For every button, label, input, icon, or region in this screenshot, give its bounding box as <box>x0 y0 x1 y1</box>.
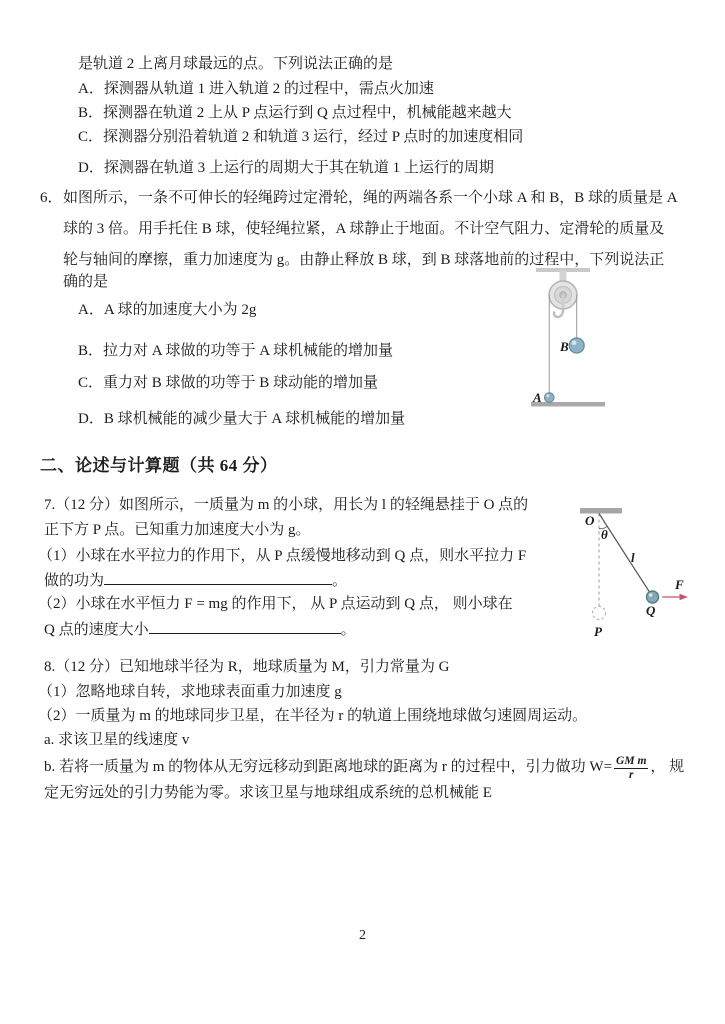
q6-text-line3: 轮与轴间的摩擦，重力加速度为 g。由静止释放 B 球，到 B 球落地前的过程中，下列说法正 <box>63 252 665 268</box>
theta-label: θ <box>601 527 608 542</box>
q6-option-d: D．B 球机械能的减少量大于 A 球机械能的增加量 <box>78 411 406 427</box>
fraction-denominator: r <box>628 769 634 782</box>
q8-part2b-text <box>44 755 684 782</box>
q7-text-line2: 正下方 P 点。已知重力加速度大小为 g。 <box>44 522 311 538</box>
q7-answer-blank-1 <box>104 570 332 585</box>
rope-length-label: l <box>631 550 635 565</box>
q5-option-b: B．探测器在轨道 2 上从 P 点运行到 Q 点过程中，机械能越来越大 <box>78 105 512 121</box>
page-number: 2 <box>359 928 366 943</box>
pendulum-figure <box>572 498 707 643</box>
fraction-numerator: GM m <box>614 755 648 769</box>
gravity-work-fraction <box>614 755 648 782</box>
q7-blank1-prefix: 做的功为 <box>44 573 105 589</box>
ball-at-p-ghost <box>593 607 606 620</box>
q6-option-b: B．拉力对 A 球做的功等于 A 球机械能的增加量 <box>78 343 394 359</box>
ball-q <box>647 591 659 603</box>
q7-answer-blank-2 <box>149 619 341 634</box>
q7-part1-answer-line <box>44 570 347 591</box>
q8-line-b-suffix: ， 规 <box>650 759 685 776</box>
q6-text-line2: 球的 3 倍。用手托住 B 球，使轻绳拉紧，A 球静止于地面。不计空气阻力、定滑轮的质量及 <box>63 221 665 237</box>
q8-text-line1: 8.（12 分）已知地球半径为 R，地球质量为 M，引力常量为 G <box>44 659 450 675</box>
q5-option-d: D．探测器在轨道 3 上运行的周期大于其在轨道 1 上运行的周期 <box>78 160 494 176</box>
q8-part2-text: （2）一质量为 m 的地球同步卫星，在半径为 r 的轨道上围绕地球做匀速圆周运动。 <box>38 708 588 724</box>
q5-option-a: A．探测器从轨道 1 进入轨道 2 的过程中，需点火加速 <box>78 81 434 97</box>
q5-continuation-text: 是轨道 2 上离月球最远的点。下列说法正确的是 <box>78 56 394 72</box>
force-f-label: F <box>675 577 684 592</box>
ball-a-highlight <box>546 394 549 397</box>
q5-option-c: C．探测器分别沿着轨道 2 和轨道 3 运行，经过 P 点时的加速度相同 <box>78 129 524 145</box>
q7-blank2-prefix: Q 点的速度大小 <box>44 622 149 638</box>
ground-line <box>531 402 605 407</box>
point-p-label: P <box>594 624 602 639</box>
q7-part1-text: （1）小球在水平拉力的作用下，从 P 点缓慢地移动到 Q 点，则水平拉力 F <box>38 548 527 564</box>
q8-part2a-text: a. 求该卫星的线速度 v <box>44 732 190 748</box>
q7-blank1-suffix: 。 <box>332 573 348 589</box>
pivot-o-label: O <box>585 513 595 528</box>
ball-q-highlight <box>649 593 653 597</box>
force-arrow-head <box>680 594 689 600</box>
ball-a-label: A <box>533 390 542 405</box>
ball-b <box>569 338 584 353</box>
point-q-label: Q <box>646 603 656 618</box>
q6-text-line1: 如图所示，一条不可伸长的轻绳跨过定滑轮，绳的两端各系一个小球 A 和 B，B 球的质量是 A <box>63 190 678 206</box>
q6-option-c: C．重力对 B 球做的功等于 B 球动能的增加量 <box>78 375 379 391</box>
q6-number: 6． <box>40 190 63 206</box>
q8-line-b-prefix: b. 若将一质量为 m 的物体从无穷远移动到距离地球的距离为 r 的过程中，引力做功 W= <box>44 759 613 776</box>
ball-a <box>545 393 555 403</box>
q8-part1-text: （1）忽略地球自转，求地球表面重力加速度 g <box>38 684 342 700</box>
ball-b-label: B <box>560 339 569 354</box>
q7-blank2-suffix: 。 <box>340 622 356 638</box>
pendulum-rope <box>599 514 652 597</box>
pulley-figure <box>520 266 610 418</box>
section-2-title: 二、论述与计算题（共 64 分） <box>40 456 278 475</box>
q6-text-line4: 确的是 <box>63 274 109 290</box>
q6-option-a: A．A 球的加速度大小为 2g <box>78 302 257 318</box>
q7-part2-text: （2）小球在水平恒力 F = mg 的作用下， 从 P 点运动到 Q 点， 则小球在 <box>38 596 513 612</box>
q8-text-lastline: 定无穷远处的引力势能为零。求该卫星与地球组成系统的总机械能 E <box>44 785 492 801</box>
ball-b-highlight <box>572 340 577 345</box>
q7-text-line1: 7.（12 分）如图所示，一质量为 m 的小球，用长为 l 的轻绳悬挂于 O 点的 <box>44 497 529 513</box>
q7-part2-answer-line <box>44 619 356 640</box>
pulley-hook-shank <box>561 295 564 308</box>
